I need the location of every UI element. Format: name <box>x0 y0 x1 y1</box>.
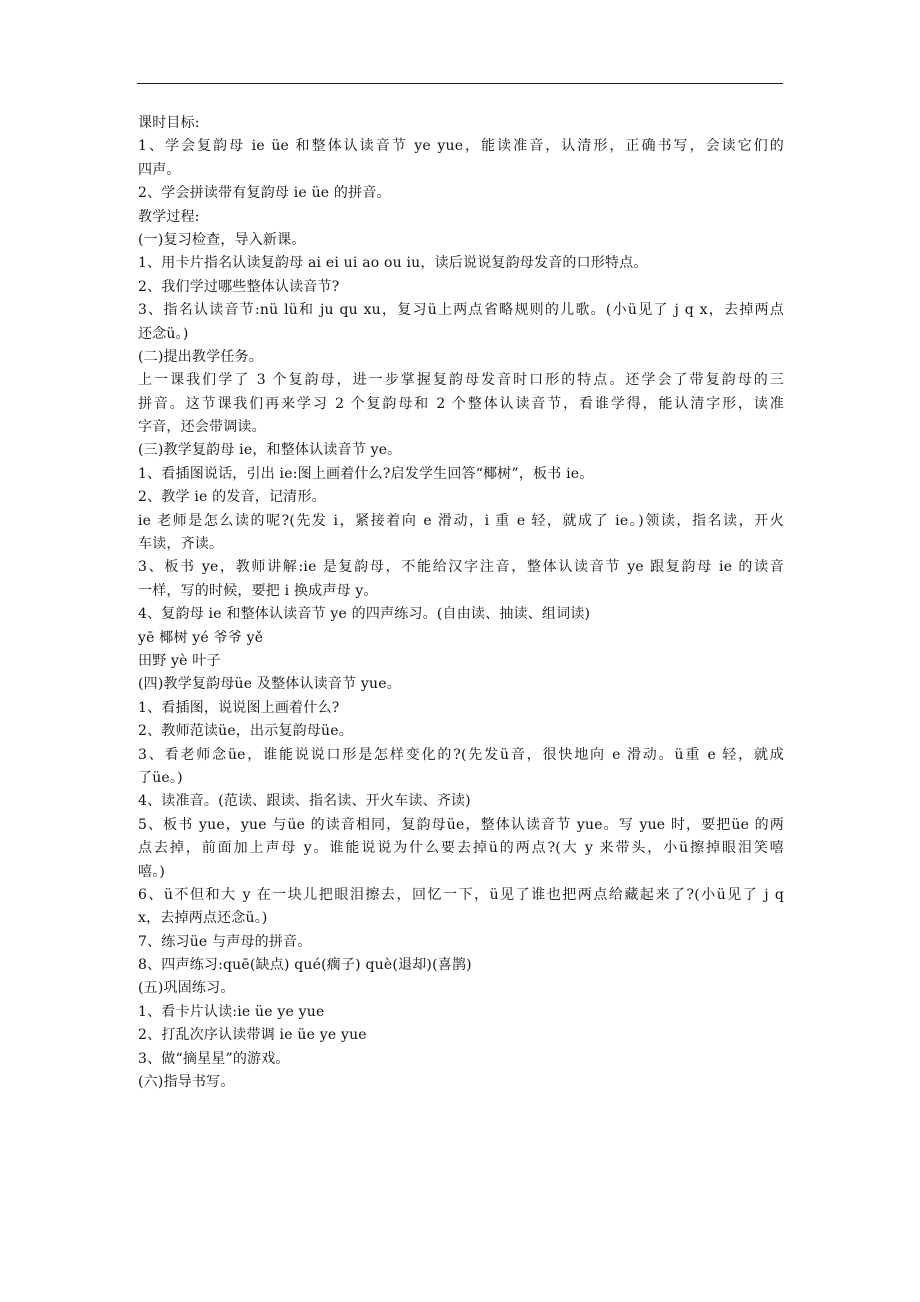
text-line: 1、看插图，说说图上画着什么? <box>138 699 340 716</box>
text-line: 1、看卡片认读:ie üe ye yue <box>138 1003 325 1020</box>
text-line: ie 老师是怎么读的呢?(先发 i，紧接着向 e 滑动，i 重 e 轻，就成了 ie。)领读，指名读，开火 <box>138 512 784 529</box>
text-line: 1、学会复韵母 ie üe 和整体认读音节 ye yue，能读准音，认清形，正确书写，会读它们的 <box>138 138 784 155</box>
text-line: (三)教学复韵母 ie，和整体认读音节 ye。 <box>138 442 402 459</box>
text-line: (四)教学复韵母üe 及整体认读音节 yue。 <box>138 676 401 693</box>
text-line: 3、板书 ye，教师讲解:ie 是复韵母，不能给汉字注音，整体认读音节 ye 跟复韵母 ie 的读音 <box>138 559 784 576</box>
text-line: 一样，写的时候，要把 i 换成声母 y。 <box>138 582 378 599</box>
text-line: 2、打乱次序认读带调 ie üe ye yue <box>138 1027 367 1044</box>
text-line: 1、看插图说话，引出 ie:图上画着什么?启发学生回答“椰树”，板书 ie。 <box>138 465 594 482</box>
text-line: 5、板书 yue，yue 与üe 的读音相同，复韵母üe，整体认读音节 yue。写 yue 时，要把üe 的两 <box>138 816 784 833</box>
text-line: 字音，还会带调读。 <box>138 419 266 436</box>
text-line: 6、ü不但和大 y 在一块儿把眼泪擦去，回忆一下，ü见了谁也把两点给藏起来了?(小ü见了 j q <box>138 886 784 903</box>
text-line: 8、四声练习:quē(缺点) qué(瘸子) què(退却)(喜鹊) <box>138 957 472 974</box>
text-line: 4、复韵母 ie 和整体认读音节 ye 的四声练习。(自由读、抽读、组词读) <box>138 606 591 623</box>
text-line: x，去掉两点还念ü。) <box>138 910 268 927</box>
text-line: 3、指名认读音节:nü lü和 ju qu xu，复习ü上两点省略规则的儿歌。(小ü见了 j q x，去掉两点 <box>138 302 784 319</box>
text-line: (一)复习检查，导入新课。 <box>138 231 306 248</box>
text-line: 田野 yè 叶子 <box>138 652 221 669</box>
text-line: 7、练习üe 与声母的拼音。 <box>138 933 312 950</box>
text-line: 4、读准音。(范读、跟读、指名读、开火车读、齐读) <box>138 793 471 810</box>
text-line: 2、教学 ie 的发音，记清形。 <box>138 489 326 506</box>
text-line: 点去掉，前面加上声母 y。谁能说说为什么要去掉ü的两点?(大 y 来带头，小ü擦掉眼泪笑嘻 <box>138 840 784 857</box>
text-line: 四声。 <box>138 161 181 178</box>
text-line: 2、教师范读üe，出示复韵母üe。 <box>138 723 353 740</box>
text-line: 嘻。) <box>138 863 166 880</box>
text-line: 2、学会拼读带有复韵母 ie üe 的拼音。 <box>138 185 391 202</box>
text-line: 上一课我们学了 3 个复韵母，进一步掌握复韵母发音时口形的特点。还学会了带复韵母的三 <box>138 372 784 389</box>
text-line: 2、我们学过哪些整体认读音节? <box>138 278 340 295</box>
text-line: yē 椰树 yé 爷爷 yě <box>138 629 264 646</box>
text-line: 车读，齐读。 <box>138 536 224 553</box>
text-line: 拼音。这节课我们再来学习 2 个复韵母和 2 个整体认读音节，看谁学得，能认清字形，读准 <box>138 395 784 412</box>
text-line: 1、用卡片指名认读复韵母 ai ei ui ao ou iu，读后说说复韵母发音的口形特点。 <box>138 255 648 272</box>
text-line: (二)提出教学任务。 <box>138 348 263 365</box>
text-line: 3、做“摘星星”的游戏。 <box>138 1050 290 1067</box>
text-line: 还念ü。) <box>138 325 189 342</box>
text-line: (五)巩固练习。 <box>138 980 235 997</box>
header-rule <box>137 83 783 84</box>
text-line: (六)指导书写。 <box>138 1074 235 1091</box>
text-line: 教学过程: <box>138 208 200 225</box>
document-body <box>138 112 784 1094</box>
text-line: 了üe。) <box>138 769 183 786</box>
text-line: 课时目标: <box>138 115 200 131</box>
text-line: 3、看老师念üe，谁能说说口形是怎样变化的?(先发ü音，很快地向 e 滑动。ü重 e 轻，就成 <box>138 746 784 763</box>
